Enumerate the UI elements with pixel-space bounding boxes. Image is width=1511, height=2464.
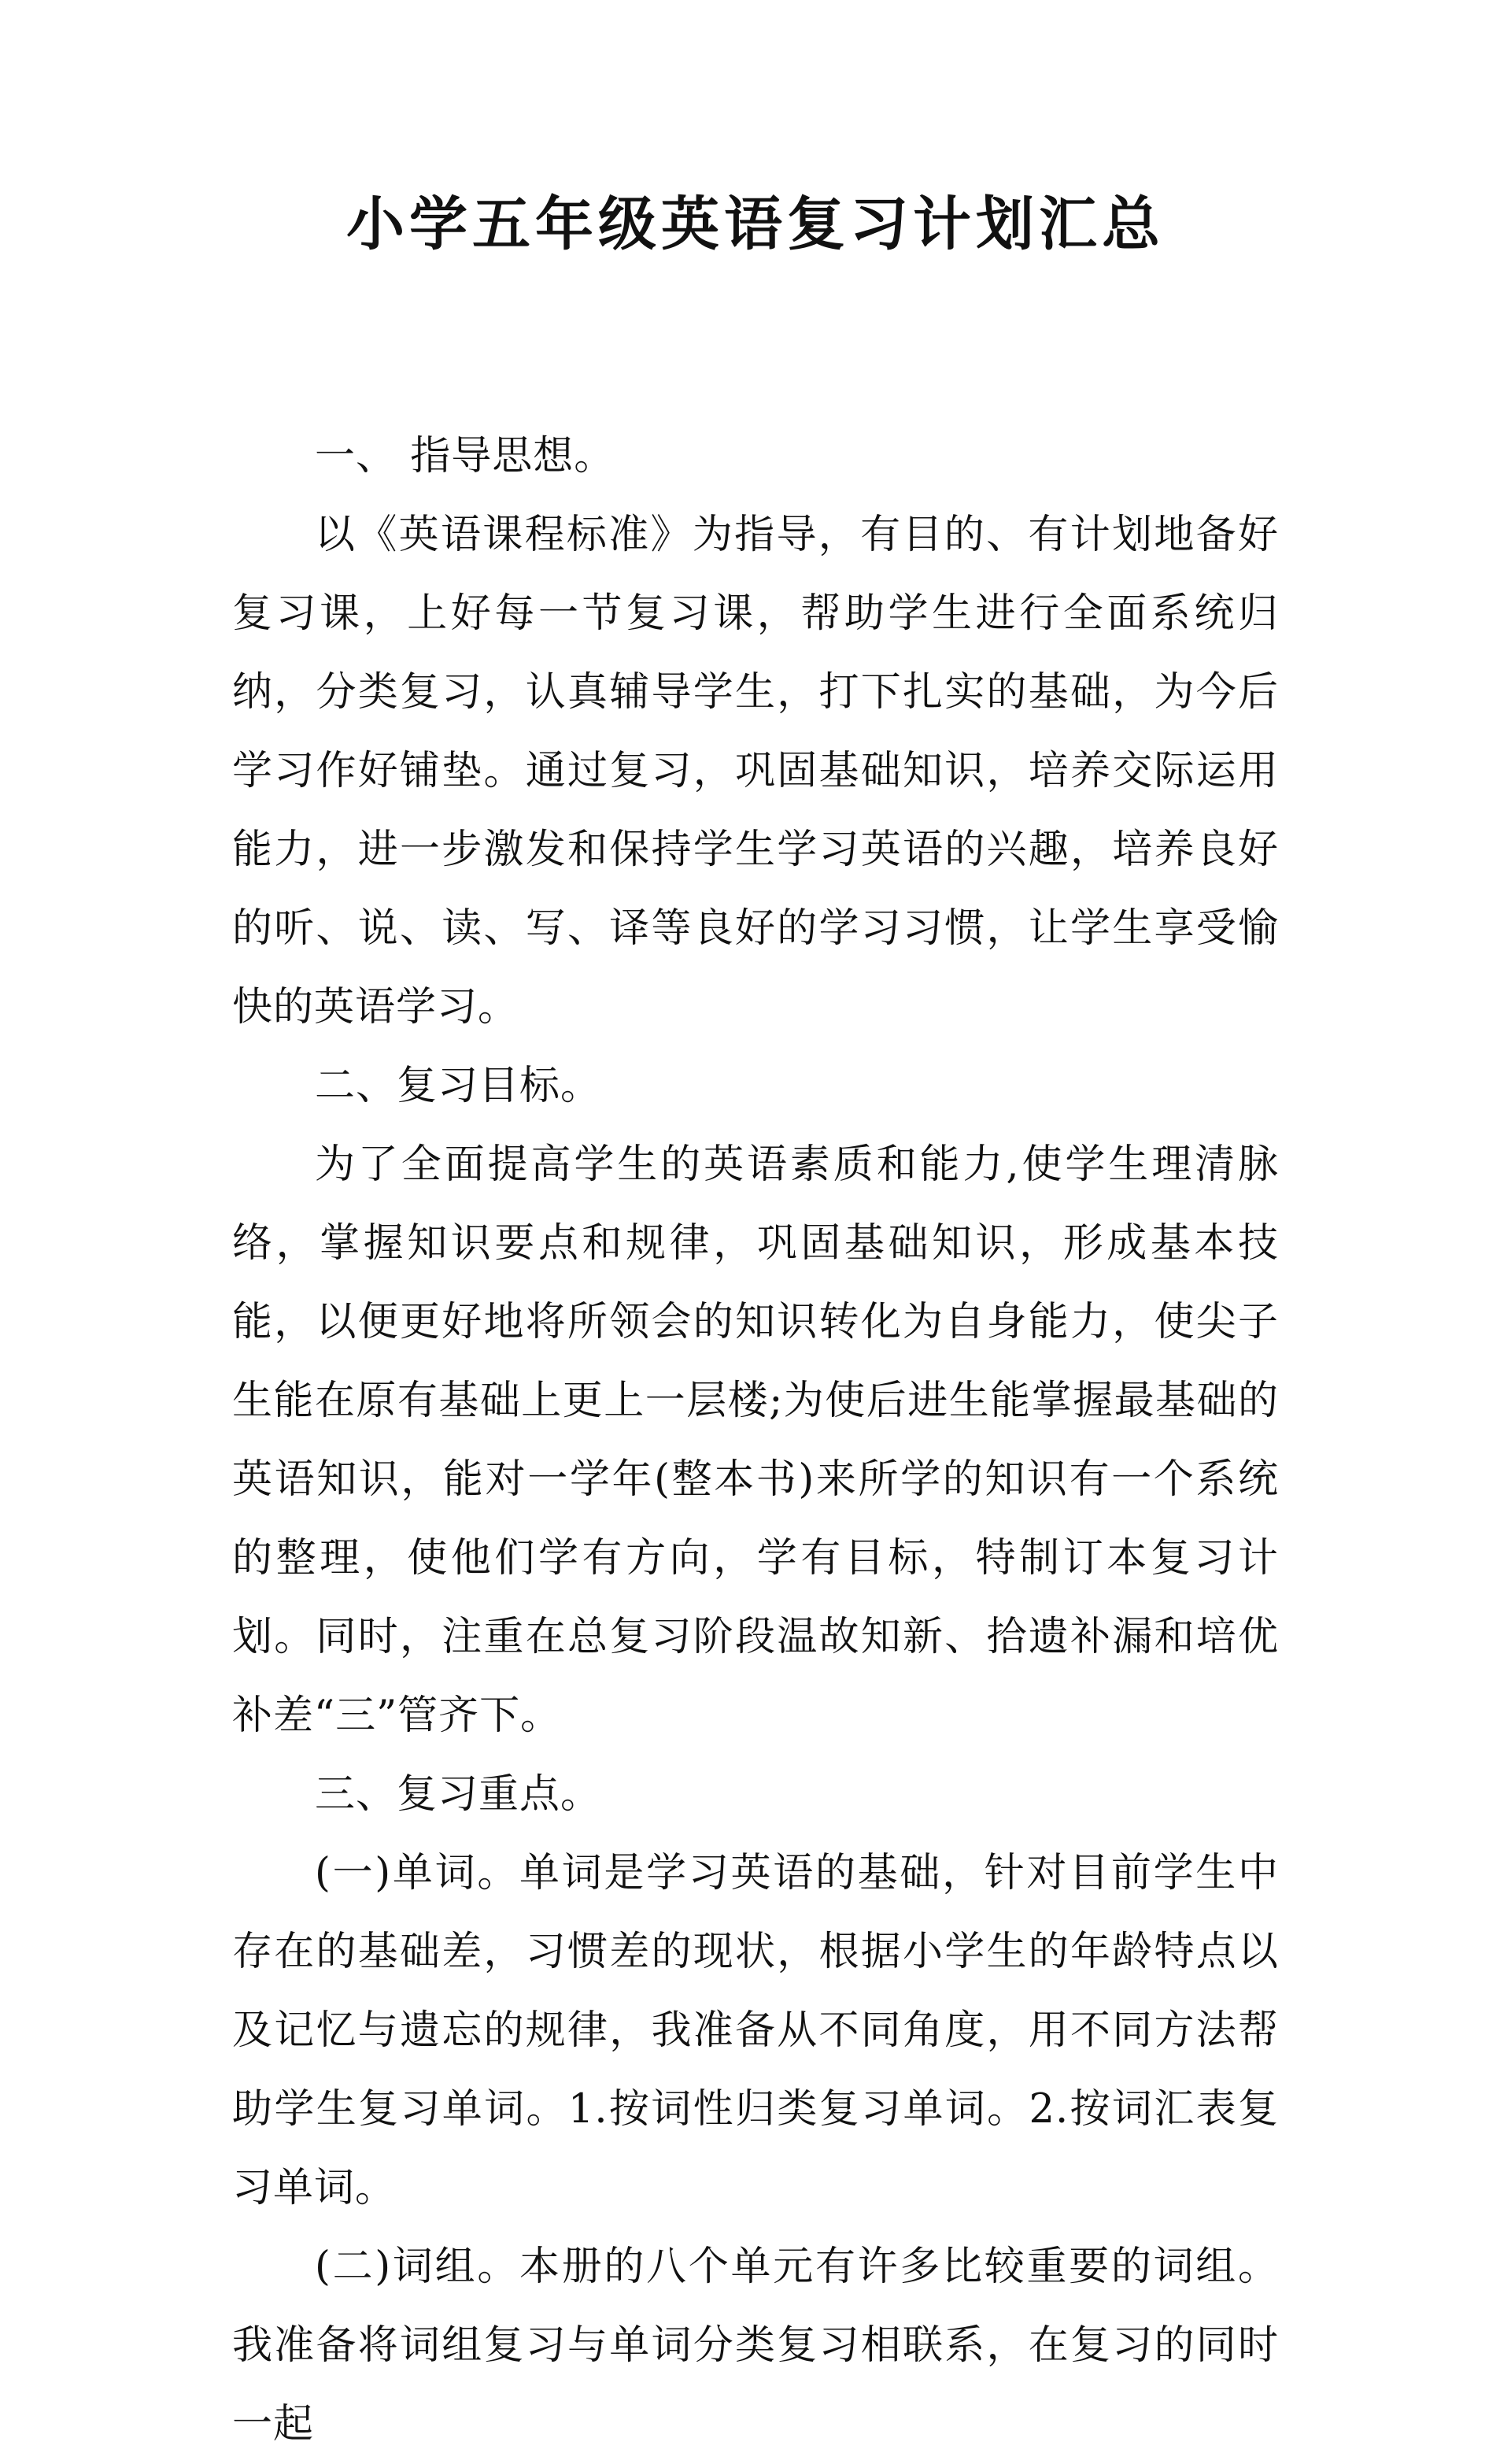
section-heading-guiding-ideology: 一、 指导思想。 <box>315 433 615 479</box>
paragraph-guiding-ideology: 以《英语课程标准》为指导，有目的、有计划地备好复习课，上好每一节复习课，帮助学生进行全面系统归纳，分类复习，认真辅导学生，打下扎实的基础，为今后学习作好铺垫。通过复习，巩固基础知识，培养交际运用能力，进一步激发和保持学生学习英语的兴趣，培养良好的听、说、读、写、译等良好的学习习惯，让学生享受愉快的英语学习。 <box>232 512 1279 1030</box>
document-body <box>232 417 1279 2464</box>
section-heading-review-goals: 二、复习目标。 <box>315 1063 602 1109</box>
paragraph-words: (一)单词。单词是学习英语的基础，针对目前学生中存在的基础差，习惯差的现状，根据小学生的年龄特点以及记忆与遗忘的规律，我准备从不同角度，用不同方法帮助学生复习单词。1.按词性归类复习单词。2.按词汇表复习单词。 <box>232 1850 1279 2211</box>
section-heading-review-focus: 三、复习重点。 <box>315 1771 602 1818</box>
paragraph-phrases: (二)词组。本册的八个单元有许多比较重要的词组。我准备将词组复习与单词分类复习相联系，在复习的同时一起 <box>232 2244 1279 2447</box>
paragraph-review-goals: 为了全面提高学生的英语素质和能力,使学生理清脉络，掌握知识要点和规律，巩固基础知识，形成基本技能，以便更好地将所领会的知识转化为自身能力，使尖子生能在原有基础上更上一层楼;为使后进生能掌握最基础的英语知识，能对一学年(整本书)来所学的知识有一个系统的整理，使他们学有方向，学有目标，特制订本复习计划。同时，注重在总复习阶段温故知新、拾遗补漏和培优补差“三”管齐下。 <box>232 1141 1279 1739</box>
document-title: 小学五年级英语复习计划汇总 <box>346 191 1165 258</box>
